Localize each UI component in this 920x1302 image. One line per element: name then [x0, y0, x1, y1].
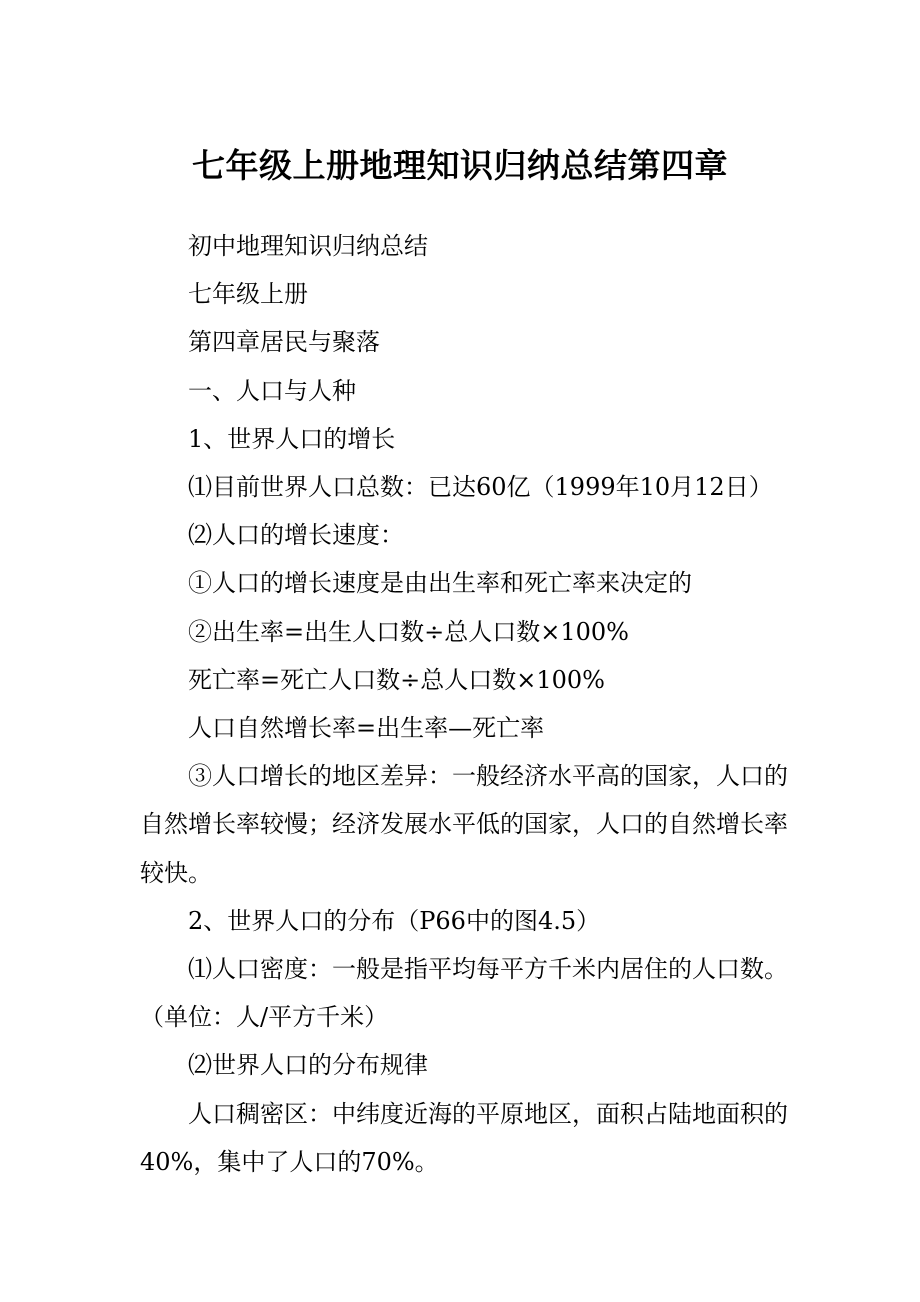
paragraph: 1、世界人口的增长 [188, 424, 396, 453]
paragraph: ⑴人口密度：一般是指平均每平方千米内居住的人口数。（单位：人/平方千米） [140, 955, 788, 1032]
paragraph: 七年级上册 [188, 280, 308, 309]
document-title: 七年级上册地理知识归纳总结第四章 [192, 146, 728, 185]
paragraph: ②出生率=出生人口数÷总人口数×100% [188, 617, 629, 646]
paragraph: ①人口的增长速度是由出生率和死亡率来决定的 [188, 569, 692, 598]
paragraph: 人口自然增长率=出生率—死亡率 [188, 714, 545, 743]
paragraph: 死亡率=死亡人口数÷总人口数×100% [188, 665, 605, 694]
paragraph: ③人口增长的地区差异：一般经济水平高的国家，人口的自然增长率较慢；经济发展水平低的国家，人口的自然增长率较快。 [140, 762, 788, 887]
paragraph: 第四章居民与聚落 [188, 328, 380, 357]
paragraph: ⑵人口的增长速度： [188, 521, 404, 550]
paragraph: 2、世界人口的分布（P66中的图4.5） [188, 906, 601, 935]
paragraph: 初中地理知识归纳总结 [188, 232, 428, 260]
paragraph: ⑵世界人口的分布规律 [188, 1051, 428, 1080]
paragraph: ⑴目前世界人口总数：已达60亿（1999年10月12日） [188, 473, 773, 502]
paragraph: 人口稠密区：中纬度近海的平原地区，面积占陆地面积的40%，集中了人口的70%。 [140, 1099, 788, 1176]
document-body [140, 222, 790, 1186]
paragraph: 一、人口与人种 [188, 376, 356, 405]
